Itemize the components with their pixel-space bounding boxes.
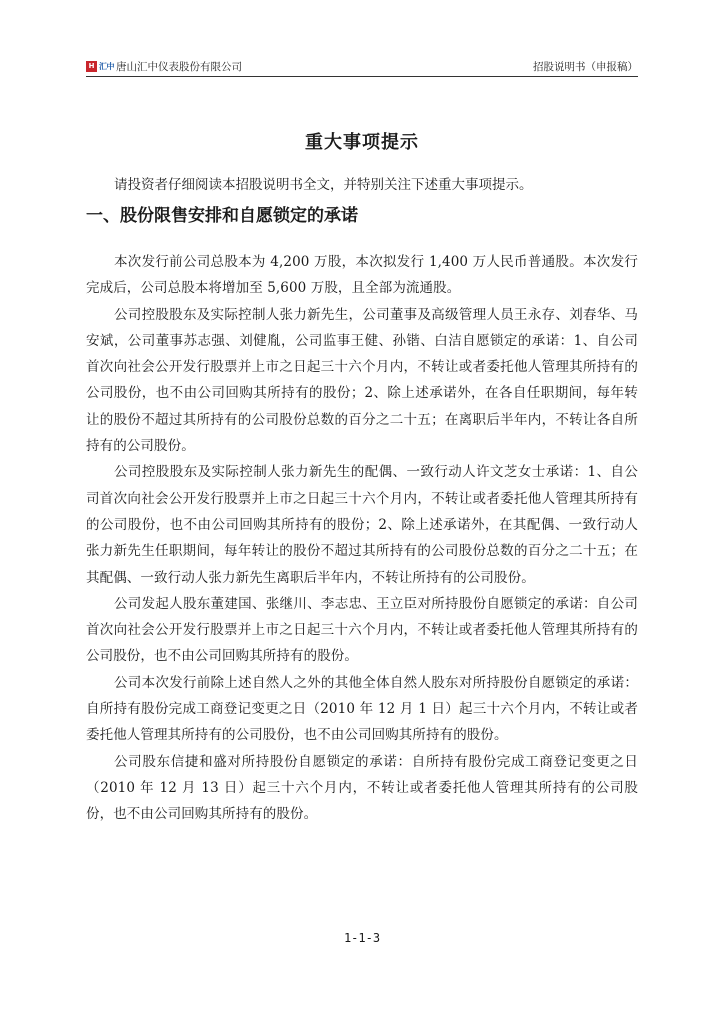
paragraph-spouse-commitment: 公司控股股东及实际控制人张力新先生的配偶、一致行动人许文芝女士承诺：1、自公司首次向社会公开发行股票并上市之日起三十六个月内，不转让或者委托他人管理其所持有的公司股份，也不由公司回购其所持有的股份；2、除上述承诺外，在其配偶、一致行动人张力新先生任职期间，每年转让的股份不超过其所持有的公司股份总数的百分之二十五；在其配偶、一致行动人张力新先生离职后半年内，不转让所持有的公司股份。: [86, 464, 638, 586]
section-body: [86, 249, 638, 828]
logo-text: 汇中: [99, 62, 114, 71]
paragraph-controller-commitment: 公司控股股东及实际控制人张力新先生，公司董事及高级管理人员王永存、刘春华、马安斌，公司董事苏志强、刘健胤，公司监事王健、孙锴、白洁自愿锁定的承诺：1、自公司首次向社会公开发行股票并上市之日起三十六个月内，不转让或者委托他人管理其所持有的公司股份，也不由公司回购其所持有的股份；2、除上述承诺外，在各自任职期间，每年转让的股份不超过其所持有的公司股份总数的百分之二十五；在离职后半年内，不转让各自所持有的公司股份。: [86, 306, 638, 455]
paragraph-xinjie-commitment: 公司股东信捷和盛对所持股份自愿锁定的承诺：自所持有股份完成工商登记变更之日（2010 年 12 月 13 日）起三十六个月内，不转让或者委托他人管理其所持有的公司股份，也不由公司回购其所持有的股份。: [86, 753, 638, 823]
header-company-name: 唐山汇中仪表股份有限公司: [116, 61, 242, 73]
logo-icon: H: [86, 61, 97, 72]
page-header: [86, 58, 638, 77]
intro-paragraph: 请投资者仔细阅读本招股说明书全文，并特别关注下述重大事项提示。: [114, 177, 533, 193]
header-document-type: 招股说明书（申报稿）: [533, 61, 638, 73]
paragraph-share-capital: 本次发行前公司总股本为 4,200 万股，本次拟发行 1,400 万人民币普通股。本次发行完成后，公司总股本将增加至 5,600 万股，且全部为流通股。: [86, 254, 638, 297]
section-heading: 一、股份限售安排和自愿锁定的承诺: [86, 206, 358, 226]
page-number: 1-1-3: [343, 931, 381, 945]
paragraph-other-shareholders-commitment: 公司本次发行前除上述自然人之外的其他全体自然人股东对所持股份自愿锁定的承诺：自所持有股份完成工商登记变更之日（2010 年 12 月 1 日）起三十六个月内，不转让或者委托他人管理其所持有的公司股份，也不由公司回购其所持有的股份。: [86, 674, 638, 744]
paragraph-founder-commitment: 公司发起人股东董建国、张继川、李志忠、王立臣对所持股份自愿锁定的承诺：自公司首次向社会公开发行股票并上市之日起三十六个月内，不转让或者委托他人管理其所持有的公司股份，也不由公司回购其所持有的股份。: [86, 595, 638, 665]
company-logo: [86, 59, 242, 74]
page-title: 重大事项提示: [305, 132, 419, 153]
